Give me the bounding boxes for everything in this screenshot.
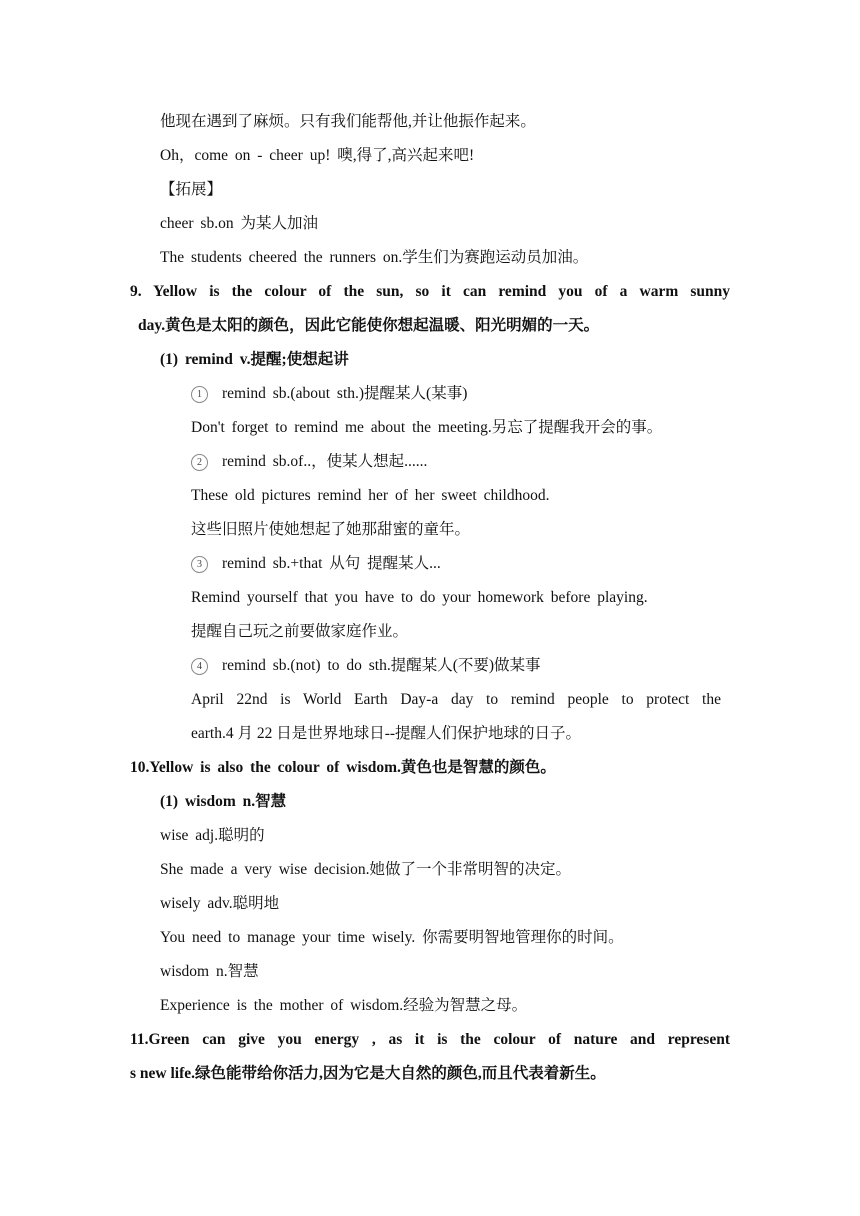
list-item: 3 remind sb.+that 从句 提醒某人... bbox=[191, 554, 441, 574]
circled-number: 3 bbox=[191, 556, 208, 573]
example-line: April 22nd is World Earth Day-a day to remind people to protect the bbox=[191, 691, 721, 708]
text-line: The students cheered the runners on.学生们为赛跑运动员加油。 bbox=[160, 249, 589, 266]
example-line: Don't forget to remind me about the meeting.另忘了提醒我开会的事。 bbox=[191, 419, 663, 436]
circled-number: 2 bbox=[191, 454, 208, 471]
section-label: 【拓展】 bbox=[160, 181, 223, 198]
item-heading-11-cont: s new life.绿色能带给你活力,因为它是大自然的颜色,而且代表着新生。 bbox=[130, 1065, 606, 1082]
example-line: Remind yourself that you have to do your homework before playing. bbox=[191, 589, 648, 606]
subheading: (1) wisdom n.智慧 bbox=[160, 793, 287, 810]
item-heading-9-cont: day.黄色是太阳的颜色，因此它能使你想起温暖、阳光明媚的一天。 bbox=[138, 317, 600, 334]
text-line: She made a very wise decision.她做了一个非常明智的决定。 bbox=[160, 861, 572, 878]
circled-number: 1 bbox=[191, 386, 208, 403]
example-line: earth.4 月 22 日是世界地球日--提醒人们保护地球的日子。 bbox=[191, 725, 582, 742]
list-item: 2 remind sb.of..，使某人想起...... bbox=[191, 452, 427, 472]
text-line: wise adj.聪明的 bbox=[160, 827, 265, 844]
example-line: 提醒自己玩之前要做家庭作业。 bbox=[191, 623, 409, 640]
circled-number: 4 bbox=[191, 658, 208, 675]
text-line: You need to manage your time wisely. 你需要明智地管理你的时间。 bbox=[160, 929, 624, 946]
text-line: wisdom n.智慧 bbox=[160, 963, 259, 980]
text-line: cheer sb.on 为某人加油 bbox=[160, 215, 318, 232]
subheading: (1) remind v.提醒;使想起讲 bbox=[160, 351, 349, 368]
item-heading-9: 9. Yellow is the colour of the sun, so it can remind you of a warm sunny bbox=[130, 283, 730, 300]
list-item: 1 remind sb.(about sth.)提醒某人(某事) bbox=[191, 384, 467, 404]
item-heading-11: 11.Green can give you energy , as it is the colour of nature and represent bbox=[130, 1031, 730, 1048]
text-line: wisely adv.聪明地 bbox=[160, 895, 280, 912]
item-heading-10: 10.Yellow is also the colour of wisdom.黄色也是智慧的颜色。 bbox=[130, 759, 556, 776]
example-line: 这些旧照片使她想起了她那甜蜜的童年。 bbox=[191, 521, 471, 538]
list-item: 4 remind sb.(not) to do sth.提醒某人(不要)做某事 bbox=[191, 656, 541, 676]
text-line: Experience is the mother of wisdom.经验为智慧之母。 bbox=[160, 997, 528, 1014]
text-line: 他现在遇到了麻烦。只有我们能帮他,并让他振作起来。 bbox=[160, 113, 536, 130]
example-line: These old pictures remind her of her sweet childhood. bbox=[191, 487, 550, 504]
text-line: Oh，come on - cheer up! 噢,得了,高兴起来吧! bbox=[160, 147, 475, 164]
